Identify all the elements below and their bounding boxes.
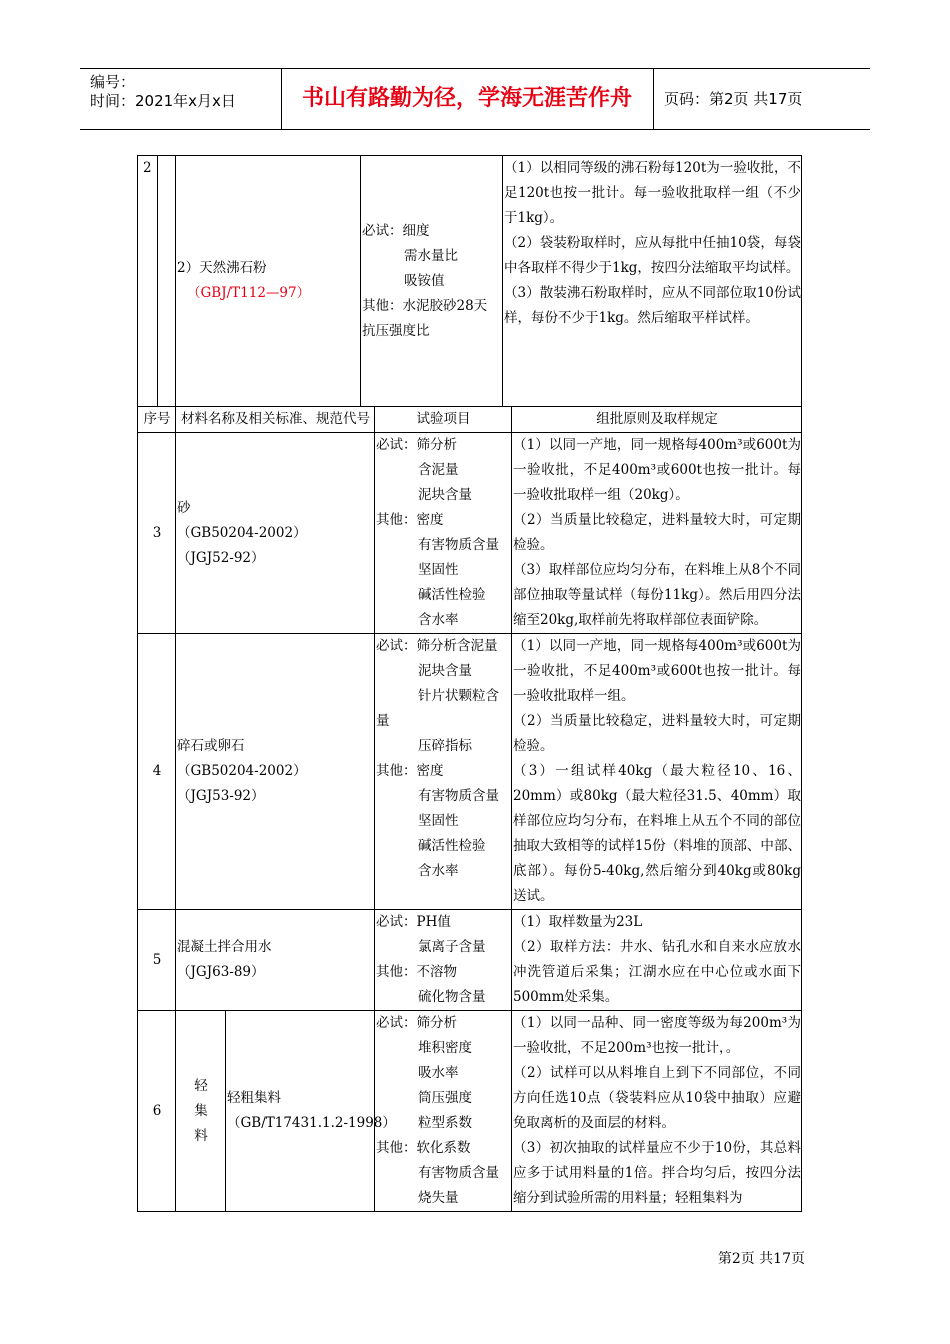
test-item: 碱活性检验 xyxy=(418,838,486,854)
material-group-cell xyxy=(176,1011,226,1212)
material-name: 碎石或卵石 xyxy=(177,738,245,754)
test-item: 坚固性 xyxy=(418,562,459,578)
row-number: 5 xyxy=(138,910,176,1011)
material-name-cell xyxy=(176,910,375,1011)
material-standard: （GB50204-2002） xyxy=(177,524,307,541)
test-item: 其他：水泥胶砂28天 xyxy=(362,297,488,314)
table-row xyxy=(138,156,802,407)
header-motto: 书山有路勤为径，学海无涯苦作舟 xyxy=(301,86,632,111)
test-item: 硫化物含量 xyxy=(418,989,486,1005)
test-item: 其他：密度 xyxy=(376,763,444,779)
header-meta xyxy=(90,73,236,111)
test-item: 有害物质含量 xyxy=(418,1165,499,1181)
material-standard: （GBJ/T112—97） xyxy=(187,285,311,301)
test-item: 含水率 xyxy=(418,863,459,879)
col-header-tests: 试验项目 xyxy=(375,407,512,433)
material-name-cell xyxy=(226,1011,396,1212)
doc-code-label: 编号： xyxy=(90,73,136,91)
test-item: 泥块含量 xyxy=(418,487,472,503)
rules-cell xyxy=(512,1011,802,1212)
continued-row-table xyxy=(137,155,802,407)
material-group: 轻集料 xyxy=(194,1077,208,1144)
test-item: 有害物质含量 xyxy=(418,788,499,804)
test-item: 含水率 xyxy=(418,612,459,628)
test-item: 必试：细度 xyxy=(362,222,430,239)
test-item: 量 xyxy=(376,713,390,729)
material-standard: （JGJ63-89） xyxy=(177,964,265,980)
test-item: 需水量比 xyxy=(404,247,458,264)
test-item: 碱活性检验 xyxy=(418,587,486,603)
rule-text: （1）取样数量为23L xyxy=(513,914,643,930)
rule-text: （2）试样可以从料堆自上到下不同部位，不同方向任选10点（袋装料应从10袋中抽取）应避免取离析的及面层的材料。 xyxy=(513,1065,801,1131)
test-items-cell xyxy=(361,156,503,407)
test-items-cell xyxy=(375,1011,512,1212)
material-name-cell xyxy=(176,156,361,407)
material-standard: （JGJ53-92） xyxy=(177,788,265,804)
test-item: 有害物质含量 xyxy=(418,537,499,553)
row-number: 3 xyxy=(138,433,176,634)
rule-text: （2）当质量比较稳定，进料量较大时，可定期检验。 xyxy=(513,713,801,754)
test-item: 坚固性 xyxy=(418,813,459,829)
test-item: 吸铵值 xyxy=(404,272,445,289)
test-item: 必试：筛分析 xyxy=(376,437,457,453)
test-item: 其他：软化系数 xyxy=(376,1140,471,1156)
rule-text: （2）袋装粉取样时，应从每批中任抽10袋，每袋中各取样不得少于1kg，按四分法缩取平均试样。 xyxy=(504,235,801,276)
test-items-cell xyxy=(375,634,512,910)
material-name-cell xyxy=(176,634,375,910)
rule-text: （3）一组试样40kg（最大粒径10、16、20mm）或80kg（最大粒径31.5、40mm）取样部位应均匀分布，在料堆上从五个不同的部位抽取大致相等的试样15份（料堆的顶部、中部、底部）。每份5-40kg,然后缩分到40kg或80kg送试。 xyxy=(513,763,801,904)
row-number: 6 xyxy=(138,1011,176,1212)
material-name: 砂 xyxy=(177,499,191,516)
rules-cell xyxy=(503,156,802,407)
col-header-rules: 组批原则及取样规定 xyxy=(512,407,802,433)
materials-table xyxy=(137,406,802,1212)
material-standard: （GB50204-2002） xyxy=(177,763,307,779)
table-row xyxy=(138,1011,802,1212)
rule-text: （2）当质量比较稳定，进料量较大时，可定期检验。 xyxy=(513,512,801,553)
test-item: 必试：PH值 xyxy=(376,914,451,930)
test-item: 粒型系数 xyxy=(418,1115,472,1131)
material-standard: （GB/T17431.1.2-1998） xyxy=(227,1115,396,1131)
material-name: 2）天然沸石粉 xyxy=(177,260,267,276)
test-item: 堆积密度 xyxy=(418,1040,472,1056)
test-item: 氯离子含量 xyxy=(418,939,486,955)
material-standard: （JGJ52-92） xyxy=(177,549,265,566)
table-row xyxy=(138,433,802,634)
doc-date-label: 时间：2021年x月x日 xyxy=(90,92,236,110)
rule-text: （1）以相同等级的沸石粉每120t为一验收批，不足120t也按一批计。每一验收批取样一组（不少于1kg）。 xyxy=(504,160,801,226)
col-header-num: 序号 xyxy=(138,407,176,433)
rules-cell xyxy=(512,433,802,634)
page-header xyxy=(80,68,870,130)
test-item: 压碎指标 xyxy=(418,738,472,754)
test-item: 必试：筛分析 xyxy=(376,1015,457,1031)
test-item: 针片状颗粒含 xyxy=(418,688,499,704)
material-name-cell xyxy=(176,433,375,634)
test-item: 筒压强度 xyxy=(418,1090,472,1106)
table-row xyxy=(138,910,802,1011)
rule-text: （3）初次抽取的试样量应不少于10份，其总料应多于试用料量的1倍。拌合均匀后，按四分法缩分到试验所需的用料量；轻粗集料为 xyxy=(513,1140,801,1206)
rules-cell xyxy=(512,634,802,910)
table-header-row xyxy=(138,407,802,433)
table-row xyxy=(138,634,802,910)
row-number: 4 xyxy=(138,634,176,910)
material-name: 轻粗集料 xyxy=(227,1090,281,1106)
test-item: 其他：不溶物 xyxy=(376,964,457,980)
group-cell xyxy=(158,156,176,407)
test-item: 吸水率 xyxy=(418,1065,459,1081)
test-items-cell xyxy=(375,433,512,634)
rules-cell xyxy=(512,910,802,1011)
page-footer: 第2页 共17页 xyxy=(717,1251,805,1267)
rule-text: （3）取样部位应均匀分布，在料堆上从8个不同部位抽取等量试样（每份11kg）。然后用四分法缩至20kg,取样前先将取样部位表面铲除。 xyxy=(513,562,801,628)
test-item: 其他：密度 xyxy=(376,512,444,528)
rule-text: （1）以同一产地，同一规格每400m³或600t为一验收批，不足400m³或600t也按一批计。每一验收批取样一组。 xyxy=(513,638,801,704)
rule-text: （3）散装沸石粉取样时，应从不同部位取10份试样，每份不少于1kg。然后缩取平样试样。 xyxy=(504,285,801,326)
material-name: 混凝土拌合用水 xyxy=(177,939,272,955)
header-divider xyxy=(653,69,654,129)
rule-text: （1）以同一品种、同一密度等级为每200m³为一验收批，不足200m³也按一批计，。 xyxy=(513,1015,801,1056)
rule-text: （2）取样方法：井水、钻孔水和自来水应放水冲洗管道后采集；江湖水应在中心位或水面下500mm处采集。 xyxy=(513,939,801,1005)
row-number: 2 xyxy=(138,156,158,407)
test-item: 泥块含量 xyxy=(418,663,472,679)
rule-text: （1）以同一产地，同一规格每400m³或600t为一验收批，不足400m³或600t也按一批计。每一验收批取样一组（20kg）。 xyxy=(513,437,801,503)
test-item: 抗压强度比 xyxy=(362,322,430,339)
test-item: 必试：筛分析含泥量 xyxy=(376,638,498,654)
test-item: 烧失量 xyxy=(418,1190,459,1206)
test-item: 含泥量 xyxy=(418,462,459,478)
header-page-number: 页码：第2页 共17页 xyxy=(664,90,803,108)
test-items-cell xyxy=(375,910,512,1011)
col-header-name: 材料名称及相关标准、规范代号 xyxy=(176,407,375,433)
